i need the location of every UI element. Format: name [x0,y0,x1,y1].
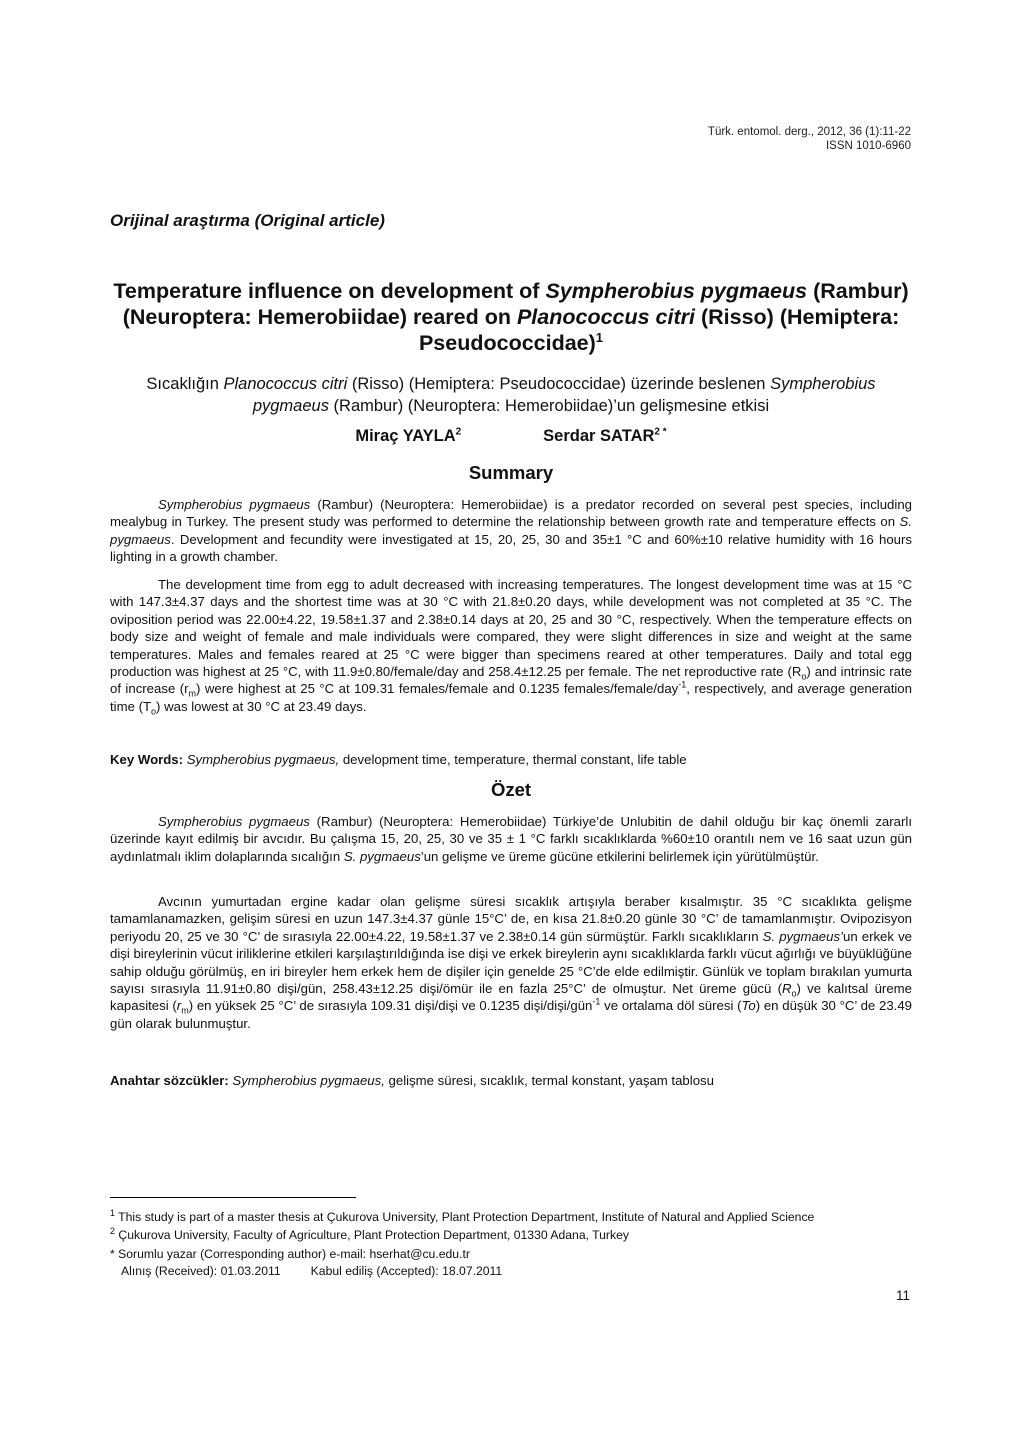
title-footnote-mark: 1 [595,329,604,345]
page-number: 11 [895,1288,910,1303]
footnote-dates [121,1264,941,1279]
footnote-corresponding-author: * Sorumlu yazar (Corresponding author) e-mail: hserhat@cu.edu.tr [110,1247,470,1261]
summary-heading: Summary [468,462,554,483]
footnote-1: $^1$ This study is part of a master thesis at Çukurova University, Plant Protection Department, Institute of Natural and Applied Science [110,1207,815,1224]
journal-issn: ISSN 1010-6960 [825,140,911,152]
author-1: Miraç YAYLA$^2$ [355,426,462,445]
author-list [110,427,912,446]
footnote-divider [110,1197,356,1198]
journal-citation: Türk. entomol. derg., 2012, 36 (1):11-22 [707,126,911,138]
summary-paragraph-2: The development time from egg to adult decreased with increasing temperatures. The longest development time was at 15 °C with 147.3±4.37 days and the shortest time was at 30 °C with 21.8±0.20 days, while development was not completed at 35 °C. The oviposition period was 22.00±4.22, 19.58±1.37 and 2.38±0.14 days at 20, 25 and 30 °C, respectively. When the temperature effects on body size and weight of female and male individuals were compared, they were slight differences in size and weight at the same temperatures. Males and females reared at 25 °C were bigger than specimens reared at other temperatures. Daily and total egg production was highest at 25 °C, with 11.9±0.80/female/day and 258.4±12.25 per female. The net reproductive rate $(R_o)$ and intrinsic rate of increase $(r_m)$ were highest at 25 °C at 109.31 females/female and 0.1235 females/female/day$^{-1}$, respectively, and average generation time $(T_o)$ was lowest at 30 °C at 23.49 days. [110,577,913,717]
summary-paragraph-1: Sympherobius pygmaeus (Rambur) (Neuroptera: Hemerobiidae) is a predator recorded on several pest species, including mealybug in Turkey. The present study was performed to determine the relationship between growth rate and temperature effects on S. pygmaeus. Development and fecundity were investigated at 15, 20, 25, 30 and 35±1 °C and 60%±10 relative humidity with 16 hours lighting in a growth chamber. [110,497,912,565]
received-date: Alınış (Received): 01.03.2011 [121,1264,281,1278]
footnote-2: $^2$ Çukurova University, Faculty of Agriculture, Plant Protection Department, 01330 Adana, Turkey [110,1225,629,1242]
turkish-title: Sıcaklığın Planococcus citri (Risso) (Hemiptera: Pseudococcidae) üzerinde beslenen Sympherobius pygmaeus (Rambur) (Neuroptera: Hemerobiidae)’un gelişmesine etkisi [146,375,876,415]
anahtar-sozcukler: Anahtar sözcükler: Sympherobius pygmaeus, gelişme süresi, sıcaklık, termal konstant, yaşam tablosu [110,1073,714,1088]
accepted-date: Kabul ediliş (Accepted): 18.07.2011 [310,1264,503,1278]
ozet-paragraph-1: Sympherobius pygmaeus (Rambur) (Neuroptera: Hemerobiidae) Türkiye’de Unlubitin de dahil olduğu bir kaç önemli zararlı üzerinde kayıt edilmiş bir avcıdır. Bu çalışma 15, 20, 25, 30 ve 35 ± 1 °C farklı sıcaklıklarda %60±10 orantılı nem ve 16 saat uzun gün aydınlatmalı iklim dolaplarında sıcalığın S. pygmaeus’un gelişme ve üreme gücüne etkilerini belirlemek için yürütülmüştür. [110,814,912,864]
author-2: Serdar $SATAR^{2 *}$ [543,426,667,445]
article-type: Orijinal araştırma (Original article) [110,211,385,230]
ozet-paragraph-2: Avcının yumurtadan ergine kadar olan gelişme süresi sıcaklık artışıyla beraber kısalmıştır. 35 °C sıcaklıkta gelişme tamamlanamazken, gelişim süresi en uzun 147.3±4.37 günle 15°C’ de, en kısa 21.8±0.20 günle 30 °C’ de tamamlanmıştır. Ovipozisyon periyodu 20, 25 ve 30 °C’ de sırasıyla 22.00±4.22, 19.58±1.37 ve 2.38±0.14 gün sürmüştür. Farklı sıcaklıkların S. pygmaeus’un erkek ve dişi bireylerinin vücut iriliklerine etkileri karşılaştırıldığında ise dişi ve erkek bireylerin aynı sıcaklıklarda farklı vücut ağırlığı ve büyüklüğüne sahip olduğu görülmüş, en iri bireyler hem erkek hem de dişiler için genelde 25 °C’de elde edilmiştir. Günlük ve toplam bırakılan yumurta sayısı sırasıyla 11.91±0.80 dişi/gün, 258.43±12.25 dişi/ömür ile en fazla 25°C’ de olmuştur. Net üreme gücü $(R_o)$ ve kalıtsal üreme kapasitesi $(r_m)$ en yüksek 25 °C’ de sırasıyla 109.31 dişi/dişi ve 0.1235 dişi/dişi/gün$^{-1}$ ve ortalama döl süresi (To) en düşük 30 °C’ de 23.49 gün olarak bulunmuştur. [110,894,913,1031]
journal-header [708,125,911,153]
article-title: Temperature influence on development of Sympherobius pygmaeus (Rambur) (Neuroptera: Hemerobiidae) reared on Planococcus citri (Risso) (Hemiptera: Pseudococcidae)$^1$ [113,279,909,355]
ozet-heading: Özet [490,779,532,800]
key-words: Key Words: Sympherobius pygmaeus, development time, temperature, thermal constant, life table [110,752,687,767]
